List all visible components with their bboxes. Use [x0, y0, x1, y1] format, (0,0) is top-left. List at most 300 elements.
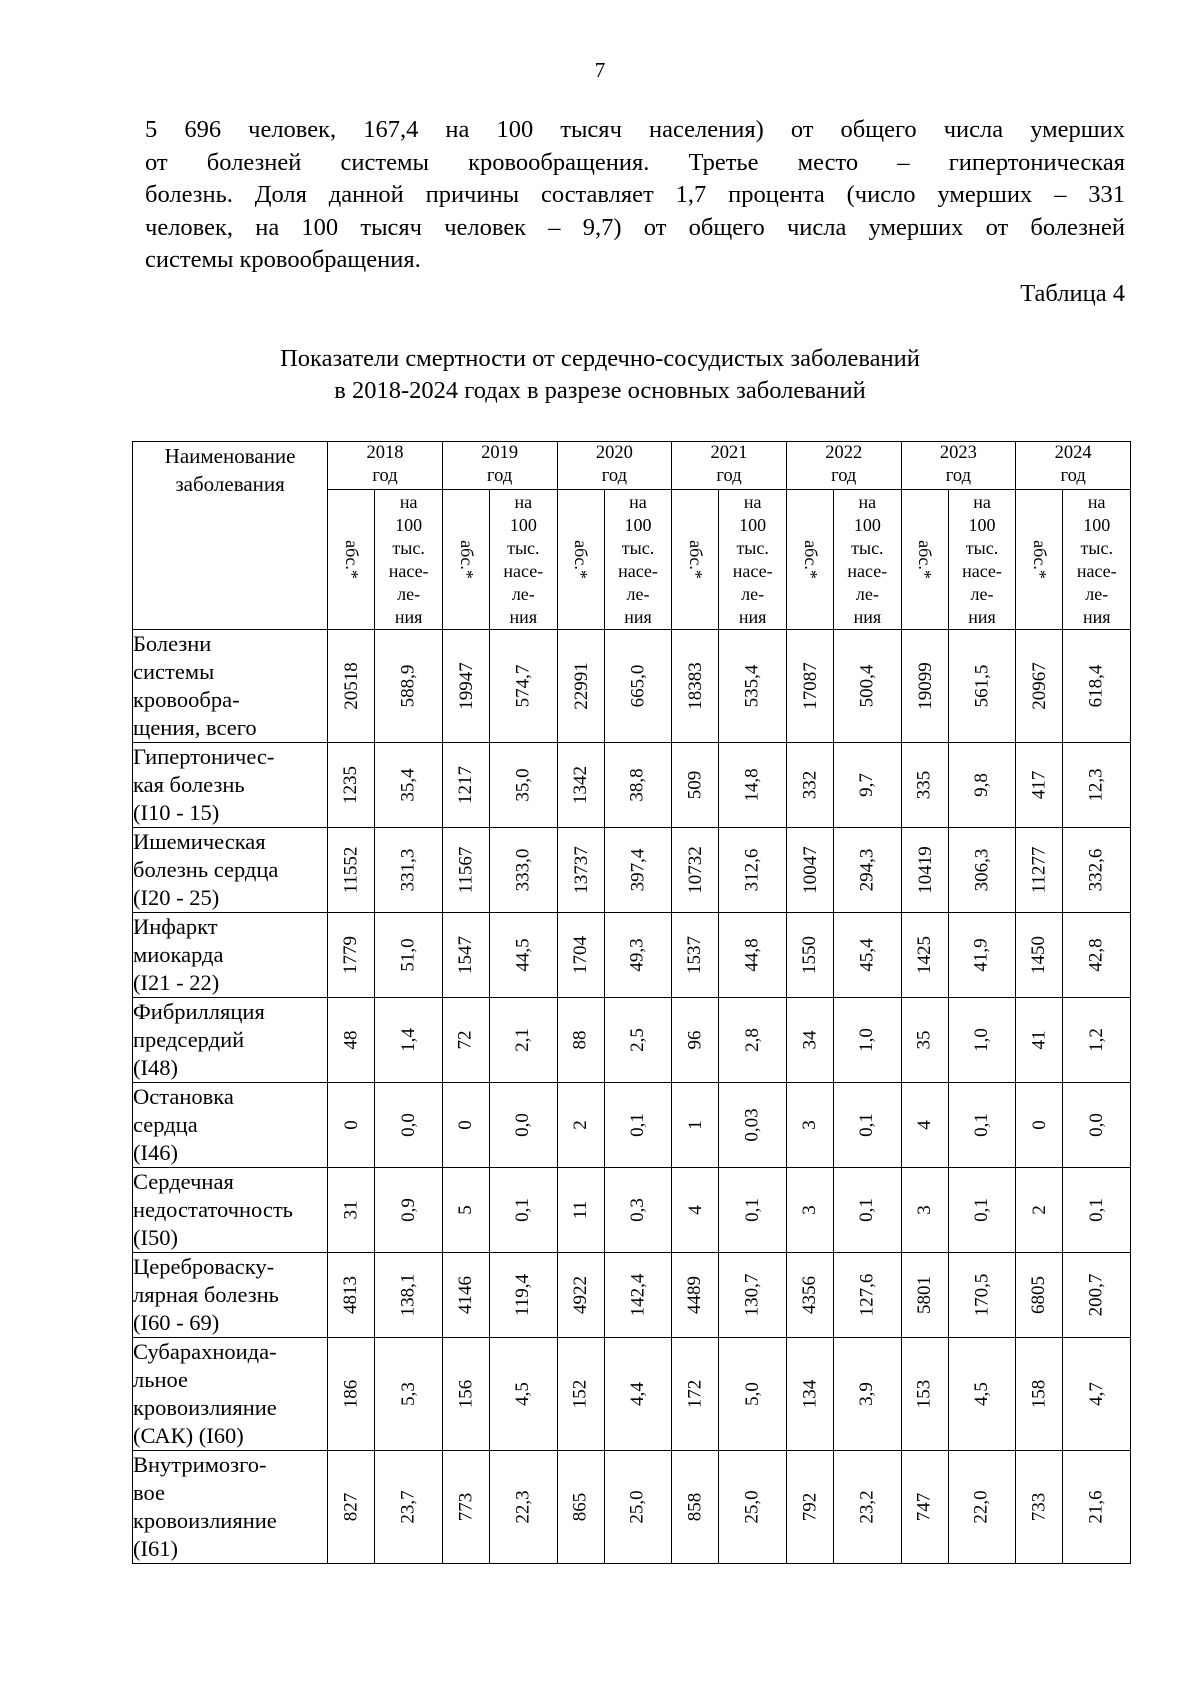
- per-100k-value-cell: [1063, 1253, 1131, 1338]
- abs-value-cell: [1016, 743, 1063, 828]
- abs-value-cell: [672, 1083, 719, 1168]
- per-100k-value-cell: [1063, 630, 1131, 743]
- cell-value: 335: [913, 770, 935, 800]
- per-100k-value-cell: [490, 1338, 557, 1451]
- cell-value: 1550: [799, 936, 820, 974]
- abs-value-cell: [901, 913, 948, 998]
- page-number: 7: [594, 58, 606, 82]
- per-100k-value-cell: [1063, 1168, 1131, 1253]
- cell-value: 4356: [799, 1276, 820, 1314]
- cell-value: 0,1: [971, 1113, 992, 1137]
- abs-value-cell: [328, 1338, 375, 1451]
- disease-name: Внутримозго- вое кровоизлияние (I61): [133, 1451, 328, 1564]
- cell-value: 130,7: [741, 1273, 763, 1317]
- per-100k-value-cell: [834, 1253, 901, 1338]
- per-100k-header: на 100 тыс. насе- ле- ния: [604, 490, 671, 630]
- cell-value: 2: [569, 1120, 591, 1130]
- cell-value: 3: [799, 1205, 820, 1215]
- per-100k-value-cell: [375, 913, 442, 998]
- abs-value-cell: [672, 630, 719, 743]
- cell-value: 35: [913, 1030, 935, 1050]
- per-100k-value-cell: [719, 913, 786, 998]
- abs-header-label: абс.*: [341, 540, 362, 579]
- cell-value: 0,1: [856, 1198, 878, 1222]
- cell-value: 11: [569, 1200, 591, 1220]
- cell-value: 25,0: [626, 1490, 648, 1524]
- abs-value-cell: [901, 1168, 948, 1253]
- cell-value: 2,8: [741, 1028, 763, 1052]
- abs-value-cell: [328, 1168, 375, 1253]
- cell-value: 44,8: [741, 938, 763, 972]
- abs-value-cell: [672, 1451, 719, 1564]
- per-100k-value-cell: [1063, 828, 1131, 913]
- cell-value: 35,4: [397, 768, 419, 802]
- cell-value: 1779: [340, 936, 362, 974]
- abs-value-cell: [1016, 828, 1063, 913]
- cell-value: 665,0: [626, 664, 648, 708]
- year-header: 2020 год: [557, 442, 672, 490]
- cell-value: 4: [913, 1120, 935, 1130]
- cell-value: 331,3: [397, 848, 419, 892]
- table-row: [133, 998, 1131, 1083]
- abs-value-cell: [328, 1451, 375, 1564]
- cell-value: 773: [454, 1492, 476, 1522]
- cell-value: 6805: [1028, 1276, 1050, 1314]
- cell-value: 500,4: [856, 664, 878, 708]
- cell-value: 3: [799, 1120, 820, 1130]
- cell-value: 88: [569, 1030, 591, 1050]
- cell-value: 1: [684, 1120, 706, 1130]
- abs-value-cell: [328, 998, 375, 1083]
- abs-header-label: абс.*: [685, 540, 706, 579]
- per-100k-value-cell: [490, 630, 557, 743]
- cell-value: 827: [340, 1492, 362, 1522]
- abs-value-cell: [672, 1338, 719, 1451]
- disease-name: Остановка сердца (I46): [133, 1083, 328, 1168]
- cell-value: 48: [340, 1030, 362, 1050]
- abs-value-cell: [557, 1083, 604, 1168]
- per-100k-value-cell: [948, 1451, 1015, 1564]
- body-paragraph: [145, 114, 1125, 277]
- per-100k-value-cell: [948, 743, 1015, 828]
- per-100k-value-cell: [375, 743, 442, 828]
- cell-value: 42,8: [1085, 938, 1107, 972]
- per-100k-value-cell: [375, 1083, 442, 1168]
- disease-name: Цереброваску- лярная болезнь (I60 - 69): [133, 1253, 328, 1338]
- cell-value: 0,03: [741, 1108, 763, 1142]
- cell-value: 127,6: [856, 1273, 878, 1317]
- per-100k-value-cell: [948, 1338, 1015, 1451]
- cell-value: 170,5: [971, 1273, 992, 1317]
- per-100k-value-cell: [604, 1338, 671, 1451]
- cell-value: 20967: [1028, 662, 1050, 710]
- table-row: [133, 743, 1131, 828]
- per-100k-value-cell: [834, 1168, 901, 1253]
- abs-value-cell: [901, 1338, 948, 1451]
- cell-value: 509: [684, 770, 706, 800]
- year-header: 2023 год: [901, 442, 1016, 490]
- per-100k-value-cell: [1063, 743, 1131, 828]
- cell-value: 72: [454, 1030, 476, 1050]
- per-100k-value-cell: [834, 1338, 901, 1451]
- cell-value: 21,6: [1085, 1490, 1107, 1524]
- abs-value-cell: [1016, 998, 1063, 1083]
- cell-value: 12,3: [1085, 768, 1107, 802]
- cell-value: 19099: [914, 662, 936, 710]
- abs-header-label: абс.*: [915, 540, 936, 579]
- abs-value-cell: [1016, 1083, 1063, 1168]
- abs-value-cell: [786, 998, 833, 1083]
- cell-value: 4813: [340, 1276, 362, 1314]
- cell-value: 152: [569, 1379, 591, 1409]
- title-line: Показатели смертности от сердечно-сосудистых заболеваний: [280, 345, 920, 372]
- per-100k-value-cell: [490, 1083, 557, 1168]
- abs-header: [672, 490, 719, 630]
- cell-value: 18383: [684, 662, 706, 710]
- abs-value-cell: [672, 1253, 719, 1338]
- cell-value: 5801: [913, 1276, 935, 1314]
- cell-value: 0,1: [1085, 1198, 1107, 1222]
- abs-value-cell: [901, 1451, 948, 1564]
- cell-value: 535,4: [741, 664, 763, 708]
- per-100k-value-cell: [604, 743, 671, 828]
- cell-value: 20518: [340, 662, 362, 710]
- disease-name: Ишемическая болезнь сердца (I20 - 25): [133, 828, 328, 913]
- cell-value: 312,6: [741, 848, 763, 892]
- cell-value: 0,1: [856, 1113, 878, 1137]
- cell-value: 4,5: [512, 1382, 534, 1406]
- cell-value: 11552: [340, 846, 362, 894]
- cell-value: 41,9: [971, 938, 992, 972]
- per-100k-value-cell: [375, 1451, 442, 1564]
- per-100k-value-cell: [719, 1253, 786, 1338]
- abs-value-cell: [442, 1083, 489, 1168]
- paragraph-line: человек, на 100 тысяч человек – 9,7) от общего числа умерших от болезней: [145, 213, 1125, 241]
- cell-value: 22,3: [512, 1490, 534, 1524]
- cell-value: 23,7: [397, 1490, 419, 1524]
- cell-value: 10047: [799, 846, 821, 894]
- cell-value: 5,3: [397, 1382, 419, 1406]
- year-header: 2021 год: [672, 442, 787, 490]
- per-100k-value-cell: [375, 1253, 442, 1338]
- abs-value-cell: [672, 743, 719, 828]
- abs-header-label: абс.*: [1029, 540, 1050, 579]
- abs-header: [442, 490, 489, 630]
- per-100k-value-cell: [719, 1451, 786, 1564]
- per-100k-header: на 100 тыс. насе- ле- ния: [834, 490, 901, 630]
- cell-value: 4922: [569, 1276, 591, 1314]
- cell-value: 0,1: [971, 1198, 992, 1222]
- abs-value-cell: [557, 913, 604, 998]
- per-100k-value-cell: [834, 1451, 901, 1564]
- per-100k-value-cell: [604, 1253, 671, 1338]
- cell-value: 4,5: [971, 1382, 992, 1406]
- abs-value-cell: [557, 1168, 604, 1253]
- cell-value: 0,9: [397, 1198, 419, 1222]
- abs-value-cell: [901, 1253, 948, 1338]
- cell-value: 10419: [914, 846, 936, 894]
- year-header: 2018 год: [328, 442, 443, 490]
- abs-value-cell: [786, 1253, 833, 1338]
- per-100k-value-cell: [719, 828, 786, 913]
- cell-value: 2,1: [512, 1028, 534, 1052]
- year-header: 2019 год: [442, 442, 557, 490]
- abs-value-cell: [557, 998, 604, 1083]
- abs-value-cell: [786, 630, 833, 743]
- per-100k-value-cell: [375, 1168, 442, 1253]
- cell-value: 156: [454, 1379, 476, 1409]
- cell-value: 1,0: [971, 1028, 992, 1052]
- cell-value: 4,4: [626, 1382, 648, 1406]
- cell-value: 4,7: [1085, 1382, 1107, 1406]
- cell-value: 0,1: [741, 1198, 763, 1222]
- cell-value: 1,0: [856, 1028, 878, 1052]
- cell-value: 574,7: [512, 664, 534, 708]
- cell-value: 5,0: [741, 1382, 763, 1406]
- per-100k-value-cell: [719, 1083, 786, 1168]
- cell-value: 142,4: [626, 1273, 648, 1317]
- table-row: [133, 913, 1131, 998]
- cell-value: 9,8: [971, 773, 992, 797]
- name-column-header: Наименование заболевания: [133, 442, 328, 630]
- cell-value: 0,1: [626, 1113, 648, 1137]
- per-100k-value-cell: [375, 828, 442, 913]
- per-100k-value-cell: [490, 828, 557, 913]
- cell-value: 1704: [569, 936, 591, 974]
- cell-value: 865: [569, 1492, 591, 1522]
- disease-name: Субарахноида- льное кровоизлияние (САК) (I60): [133, 1338, 328, 1451]
- abs-value-cell: [557, 1253, 604, 1338]
- per-100k-value-cell: [834, 913, 901, 998]
- cell-value: 5: [454, 1205, 476, 1215]
- abs-header-label: абс.*: [571, 540, 592, 579]
- per-100k-value-cell: [490, 1168, 557, 1253]
- abs-value-cell: [1016, 1451, 1063, 1564]
- per-100k-value-cell: [604, 1168, 671, 1253]
- cell-value: 1,4: [397, 1028, 419, 1052]
- cell-value: 4: [684, 1205, 706, 1215]
- abs-value-cell: [442, 913, 489, 998]
- mortality-table: [132, 441, 1131, 1564]
- abs-value-cell: [328, 1083, 375, 1168]
- abs-header: [328, 490, 375, 630]
- per-100k-value-cell: [719, 1168, 786, 1253]
- abs-value-cell: [328, 913, 375, 998]
- abs-value-cell: [786, 913, 833, 998]
- disease-name: Гипертоничес- кая болезнь (I10 - 15): [133, 743, 328, 828]
- per-100k-value-cell: [834, 828, 901, 913]
- cell-value: 1537: [684, 936, 706, 974]
- per-100k-value-cell: [948, 913, 1015, 998]
- table-row: [133, 1253, 1131, 1338]
- per-100k-value-cell: [948, 630, 1015, 743]
- per-100k-value-cell: [948, 1168, 1015, 1253]
- cell-value: 23,2: [856, 1490, 878, 1524]
- abs-value-cell: [901, 1083, 948, 1168]
- abs-value-cell: [672, 1168, 719, 1253]
- abs-header-label: абс.*: [800, 540, 821, 579]
- per-100k-value-cell: [834, 998, 901, 1083]
- cell-value: 1342: [569, 766, 591, 804]
- abs-value-cell: [328, 1253, 375, 1338]
- abs-value-cell: [672, 998, 719, 1083]
- abs-value-cell: [901, 743, 948, 828]
- cell-value: 186: [340, 1379, 362, 1409]
- per-100k-value-cell: [948, 998, 1015, 1083]
- cell-value: 172: [684, 1379, 706, 1409]
- cell-value: 38,8: [626, 768, 648, 802]
- abs-value-cell: [1016, 1338, 1063, 1451]
- disease-name: Фибрилляция предсердий (I48): [133, 998, 328, 1083]
- per-100k-value-cell: [604, 630, 671, 743]
- cell-value: 11277: [1028, 846, 1050, 894]
- paragraph-line: 5 696 человек, 167,4 на 100 тысяч населения) от общего числа умерших: [145, 116, 1125, 143]
- cell-value: 19947: [455, 662, 477, 710]
- cell-value: 1,2: [1085, 1028, 1107, 1052]
- cell-value: 13737: [570, 846, 592, 894]
- abs-value-cell: [442, 1253, 489, 1338]
- per-100k-value-cell: [604, 1083, 671, 1168]
- table-row: [133, 1451, 1131, 1564]
- cell-value: 3,9: [856, 1382, 878, 1406]
- abs-value-cell: [786, 828, 833, 913]
- disease-name: Инфаркт миокарда (I21 - 22): [133, 913, 328, 998]
- per-100k-value-cell: [1063, 998, 1131, 1083]
- per-100k-value-cell: [375, 1338, 442, 1451]
- cell-value: 2,5: [626, 1028, 648, 1052]
- abs-value-cell: [442, 828, 489, 913]
- cell-value: 10732: [684, 846, 706, 894]
- cell-value: 200,7: [1085, 1273, 1107, 1317]
- cell-value: 119,4: [512, 1273, 534, 1317]
- abs-value-cell: [557, 743, 604, 828]
- cell-value: 35,0: [512, 768, 534, 802]
- cell-value: 138,1: [397, 1273, 419, 1317]
- per-100k-value-cell: [719, 630, 786, 743]
- cell-value: 34: [799, 1030, 820, 1050]
- cell-value: 25,0: [741, 1490, 763, 1524]
- cell-value: 45,4: [856, 938, 878, 972]
- abs-value-cell: [557, 828, 604, 913]
- cell-value: 397,4: [626, 848, 648, 892]
- table-row: [133, 828, 1131, 913]
- per-100k-value-cell: [1063, 913, 1131, 998]
- per-100k-value-cell: [719, 1338, 786, 1451]
- per-100k-value-cell: [490, 1253, 557, 1338]
- per-100k-value-cell: [375, 998, 442, 1083]
- cell-value: 17087: [799, 662, 821, 710]
- abs-value-cell: [442, 630, 489, 743]
- cell-value: 618,4: [1085, 664, 1107, 708]
- cell-value: 14,8: [741, 768, 763, 802]
- per-100k-value-cell: [375, 630, 442, 743]
- per-100k-value-cell: [834, 1083, 901, 1168]
- per-100k-header: на 100 тыс. насе- ле- ния: [375, 490, 442, 630]
- abs-value-cell: [786, 1338, 833, 1451]
- abs-header: [786, 490, 833, 630]
- per-100k-value-cell: [948, 1083, 1015, 1168]
- abs-value-cell: [328, 828, 375, 913]
- abs-value-cell: [1016, 1168, 1063, 1253]
- cell-value: 0: [340, 1120, 362, 1130]
- cell-value: 1425: [913, 936, 935, 974]
- cell-value: 333,0: [512, 848, 534, 892]
- year-header: 2022 год: [786, 442, 901, 490]
- per-100k-value-cell: [1063, 1338, 1131, 1451]
- per-100k-value-cell: [834, 630, 901, 743]
- cell-value: 733: [1028, 1492, 1050, 1522]
- per-100k-value-cell: [490, 913, 557, 998]
- cell-value: 332,6: [1085, 848, 1107, 892]
- per-100k-header: на 100 тыс. насе- ле- ния: [490, 490, 557, 630]
- table-row: [133, 630, 1131, 743]
- table-title: [0, 343, 1200, 407]
- cell-value: 153: [913, 1379, 935, 1409]
- cell-value: 858: [684, 1492, 706, 1522]
- title-line: в 2018-2024 годах в разрезе основных заболеваний: [334, 377, 866, 404]
- cell-value: 747: [913, 1492, 935, 1522]
- cell-value: 332: [799, 770, 820, 800]
- per-100k-value-cell: [604, 913, 671, 998]
- cell-value: 11567: [455, 846, 477, 894]
- abs-value-cell: [328, 743, 375, 828]
- abs-value-cell: [328, 630, 375, 743]
- cell-value: 294,3: [856, 848, 878, 892]
- cell-value: 3: [913, 1205, 935, 1215]
- cell-value: 0,0: [397, 1113, 419, 1137]
- per-100k-value-cell: [1063, 1451, 1131, 1564]
- per-100k-header: на 100 тыс. насе- ле- ния: [948, 490, 1015, 630]
- cell-value: 44,5: [512, 938, 534, 972]
- cell-value: 1217: [454, 766, 476, 804]
- year-header: 2024 год: [1016, 442, 1131, 490]
- cell-value: 2: [1028, 1205, 1050, 1215]
- abs-value-cell: [901, 630, 948, 743]
- cell-value: 0,1: [512, 1198, 534, 1222]
- cell-value: 9,7: [856, 773, 878, 797]
- abs-value-cell: [1016, 630, 1063, 743]
- disease-name: Сердечная недостаточность (I50): [133, 1168, 328, 1253]
- abs-header: [901, 490, 948, 630]
- per-100k-header: на 100 тыс. насе- ле- ния: [1063, 490, 1131, 630]
- cell-value: 4146: [454, 1276, 476, 1314]
- abs-value-cell: [672, 828, 719, 913]
- abs-value-cell: [786, 1083, 833, 1168]
- abs-value-cell: [557, 630, 604, 743]
- abs-header: [1016, 490, 1063, 630]
- cell-value: 588,9: [397, 664, 419, 708]
- table-row: [133, 1083, 1131, 1168]
- per-100k-value-cell: [834, 743, 901, 828]
- cell-value: 22991: [570, 662, 592, 710]
- per-100k-value-cell: [948, 1253, 1015, 1338]
- per-100k-value-cell: [490, 998, 557, 1083]
- abs-header: [557, 490, 604, 630]
- cell-value: 22,0: [971, 1490, 992, 1524]
- abs-value-cell: [672, 913, 719, 998]
- abs-value-cell: [442, 1338, 489, 1451]
- abs-value-cell: [442, 1451, 489, 1564]
- cell-value: 306,3: [971, 848, 992, 892]
- abs-value-cell: [901, 998, 948, 1083]
- per-100k-value-cell: [1063, 1083, 1131, 1168]
- abs-value-cell: [1016, 913, 1063, 998]
- table-number: Таблица 4: [1020, 280, 1125, 307]
- cell-value: 158: [1028, 1379, 1050, 1409]
- per-100k-value-cell: [719, 998, 786, 1083]
- abs-value-cell: [557, 1338, 604, 1451]
- paragraph-line: системы кровообращения.: [145, 246, 421, 273]
